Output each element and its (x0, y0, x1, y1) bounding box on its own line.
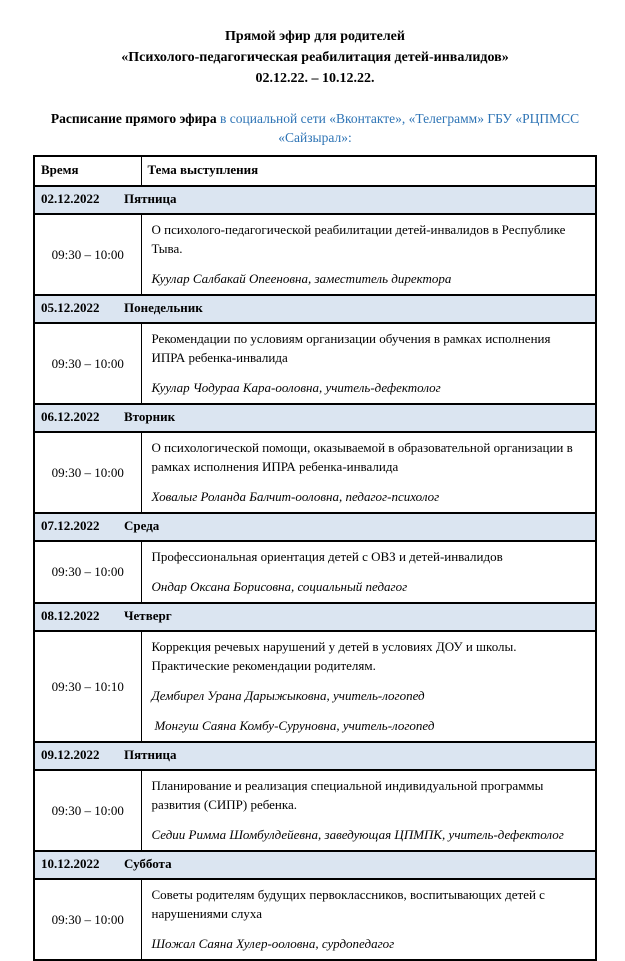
day-label: Пятница (124, 747, 177, 762)
topic-text: О психологической помощи, оказываемой в образовательной организации в рамках исполнения ИПРА ребенка-инвалида (151, 440, 573, 474)
topic-text: Профессиональная ориентация детей с ОВЗ и детей-инвалидов (151, 549, 503, 564)
date-cell (34, 295, 596, 323)
col-header-time: Время (34, 156, 141, 186)
date-row (34, 295, 596, 323)
time-cell: 09:30 – 10:10 (34, 631, 141, 742)
day-label: Среда (124, 518, 160, 533)
topic-cell (141, 541, 596, 603)
topic-cell (141, 879, 596, 960)
schedule-subtitle (43, 109, 587, 147)
day-label: Четверг (124, 608, 172, 623)
session-row (34, 323, 596, 404)
session-row (34, 541, 596, 603)
speaker-text: Дембирел Урана Дарыжыковна, учитель-логопед (151, 688, 425, 703)
topic-text: О психолого-педагогической реабилитации детей-инвалидов в Республике Тыва. (151, 222, 566, 256)
topic-text: Рекомендации по условиям организации обучения в рамках исполнения ИПРА ребенка-инвалида (151, 331, 551, 365)
topic-text: Планирование и реализация специальной индивидуальной программы развития (СИПР) ребенка. (151, 778, 544, 812)
page-title (33, 26, 597, 89)
date-row (34, 513, 596, 541)
title-line-1: Прямой эфир для родителей (225, 29, 405, 44)
title-line-3: 02.12.22. – 10.12.22. (255, 71, 375, 86)
date-cell (34, 404, 596, 432)
date-cell (34, 186, 596, 214)
title-line-2: «Психолого-педагогическая реабилитация детей-инвалидов» (121, 50, 509, 65)
date-label: 06.12.2022 (41, 409, 100, 424)
day-label: Понедельник (124, 300, 203, 315)
date-row (34, 404, 596, 432)
col-header-topic: Тема выступления (141, 156, 596, 186)
speaker-text: Седии Римма Шомбулдейевна, заведующая ЦПМПК, учитель-дефектолог (151, 827, 564, 842)
topic-cell (141, 631, 596, 742)
date-cell (34, 742, 596, 770)
date-label: 10.12.2022 (41, 856, 100, 871)
date-label: 08.12.2022 (41, 608, 100, 623)
date-row (34, 742, 596, 770)
time-cell: 09:30 – 10:00 (34, 323, 141, 404)
topic-text: Коррекция речевых нарушений у детей в условиях ДОУ и школы. Практические рекомендации родителям. (151, 639, 517, 673)
session-row (34, 631, 596, 742)
session-row (34, 879, 596, 960)
time-cell: 09:30 – 10:00 (34, 541, 141, 603)
schedule-table (33, 155, 597, 961)
date-row (34, 603, 596, 631)
time-cell: 09:30 – 10:00 (34, 770, 141, 851)
speaker-text: Куулар Чодураа Кара-ооловна, учитель-дефектолог (151, 380, 441, 395)
speaker-text: Шожал Саяна Хулер-ооловна, сурдопедагог (151, 936, 395, 951)
speaker-text: Монгуш Саяна Комбу-Суруновна, учитель-логопед (154, 718, 435, 733)
topic-cell (141, 432, 596, 513)
session-row (34, 214, 596, 295)
speaker-text: Ондар Оксана Борисовна, социальный педагог (151, 579, 408, 594)
date-row (34, 186, 596, 214)
speaker-text: Куулар Салбакай Опееновна, заместитель директора (151, 271, 452, 286)
date-cell (34, 513, 596, 541)
date-label: 07.12.2022 (41, 518, 100, 533)
subtitle-blue-text: в социальной сети «Вконтакте», «Телеграмм» ГБУ «РЦПМСС «Сайзырал»: (220, 111, 580, 145)
topic-text: Советы родителям будущих первоклассников, воспитывающих детей с нарушениями слуха (151, 887, 545, 921)
day-label: Суббота (124, 856, 172, 871)
date-label: 02.12.2022 (41, 191, 100, 206)
day-label: Пятница (124, 191, 177, 206)
table-header-row (34, 156, 596, 186)
date-row (34, 851, 596, 879)
date-label: 09.12.2022 (41, 747, 100, 762)
topic-cell (141, 770, 596, 851)
date-cell (34, 603, 596, 631)
time-cell: 09:30 – 10:00 (34, 879, 141, 960)
subtitle-bold-text: Расписание прямого эфира (50, 111, 217, 126)
session-row (34, 770, 596, 851)
date-cell (34, 851, 596, 879)
speaker-text: Ховалыг Роланда Балчит-ооловна, педагог-психолог (151, 489, 440, 504)
time-cell: 09:30 – 10:00 (34, 432, 141, 513)
topic-cell (141, 323, 596, 404)
day-label: Вторник (124, 409, 176, 424)
date-label: 05.12.2022 (41, 300, 100, 315)
session-row (34, 432, 596, 513)
topic-cell (141, 214, 596, 295)
time-cell: 09:30 – 10:00 (34, 214, 141, 295)
